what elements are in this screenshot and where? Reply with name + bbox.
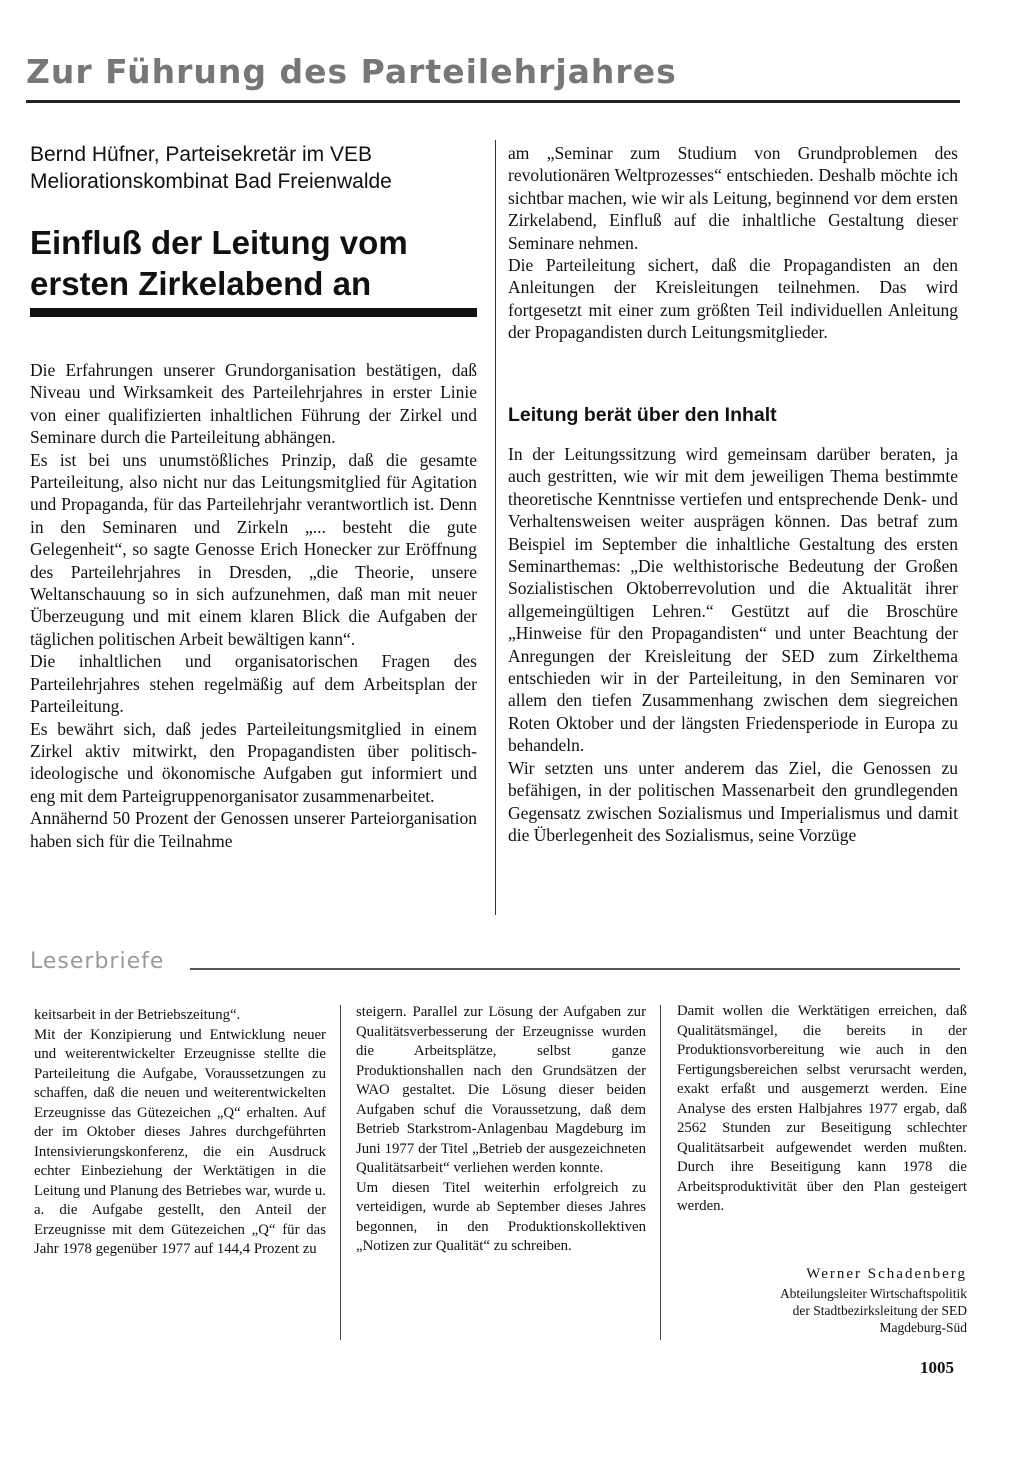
paragraph: Die inhaltlichen und organisatorischen Fragen des Parteilehrjahres stehen regelmäßig auf dem Arbeitsplan der Parteileitung. <box>30 651 477 717</box>
paragraph: am „Seminar zum Studium von Grundproblemen des revolutionären Weltprozesses“ entschieden. Deshalb möchte ich sichtbar machen, wie wir als Leitung, beginnend vor dem ersten Zirkelabend, Einfluß auf die inhaltliche Gestaltung dieser Seminare nehmen. <box>508 143 958 253</box>
signature-affiliation <box>677 1285 967 1336</box>
article-left-column <box>30 359 477 852</box>
article-right-column-bottom <box>508 443 958 846</box>
article-right-column-top <box>508 142 958 344</box>
author-line: Bernd Hüfner, Parteisekretär im VEB <box>30 143 372 166</box>
section-title: Zur Führung des Parteilehrjahres <box>26 52 677 91</box>
paragraph: Es bewährt sich, daß jedes Parteileitungsmitglied in einem Zirkel aktiv mitwirkt, den Propagandisten über politisch-ideologische und ökonomische Aufgaben gut informiert und eng mit dem Parteigruppenorganisator zusammenarbeitet. <box>30 718 477 806</box>
signature-line: Magdeburg-Süd <box>879 1320 967 1335</box>
letters-column-3 <box>677 1002 967 1217</box>
paragraph: keitsarbeit in der Betriebszeitung“. <box>34 1007 241 1023</box>
author-line: Meliorationskombinat Bad Freienwalde <box>30 170 392 193</box>
signature-line: der Stadtbezirksleitung der SED <box>792 1303 967 1318</box>
article-headline <box>30 222 480 304</box>
headline-line: Einfluß der Leitung vom <box>30 224 408 261</box>
article-subheading: Leitung berät über den Inhalt <box>508 404 777 426</box>
paragraph: steigern. Parallel zur Lösung der Aufgaben zur Qualitätsverbesserung der Erzeugnisse wurden die Arbeitsplätze, selbst ganze Produktionshallen nach den Grundsätzen der WAO gestaltet. Die Lösung dieser beiden Aufgaben schuf die Voraussetzung, daß dem Betrieb Starkstrom-Anlagenbau Magdeburg im Juni 1977 der Titel „Betrieb der ausgezeichneten Qualitätsarbeit“ verliehen werden konnte. <box>356 1004 646 1176</box>
signature-line: Abteilungsleiter Wirtschaftspolitik <box>779 1286 967 1301</box>
section-rule <box>26 100 960 103</box>
page-number: 1005 <box>920 1358 954 1377</box>
paragraph: Annähernd 50 Prozent der Genossen unserer Parteiorganisation haben sich für die Teilnahme <box>30 808 477 851</box>
headline-line: ersten Zirkelabend an <box>30 265 372 302</box>
column-divider <box>340 1005 341 1340</box>
letters-section-title: Leserbriefe <box>30 949 165 974</box>
paragraph: Die Erfahrungen unserer Grundorganisation bestätigen, daß Niveau und Wirksamkeit des Parteilehrjahres in erster Linie von einer qualifizierten inhaltlichen Führung der Zirkel und Seminare durch die Parteileitung abhängen. <box>30 360 477 448</box>
paragraph: Wir setzten uns unter anderem das Ziel, die Genossen zu befähigen, in der politischen Massenarbeit den grundlegenden Gegensatz zwischen Sozialismus und Imperialismus und damit die Überlegenheit des Sozialismus, seine Vorzüge <box>508 757 958 845</box>
paragraph: Damit wollen die Werktätigen erreichen, daß Qualitätsmängel, die bereits in der Produktionsvorbereitung wie auch in den Fertigungsbereichen selbst verursacht werden, exakt erfaßt und ausgemerzt werden. Eine Analyse des ersten Halbjahres 1977 ergab, daß 2562 Stunden zur Beseitigung schlechter Qualitätsarbeit aufgewendet werden mußten. Durch ihre Beseitigung kann 1978 die Arbeitsproduktivität über den Plan gesteigert werden. <box>677 1003 967 1214</box>
column-divider <box>495 140 496 915</box>
author-byline <box>30 141 480 195</box>
paragraph: Mit der Konzipierung und Entwicklung neuer und weiterentwickelter Erzeugnisse stellte die Parteileitung die Aufgabe, Voraussetzungen zu schaffen, daß die neuen und weiterentwickelten Erzeugnisse das Gütezeichen „Q“ erhalten. Auf der im Oktober dieses Jahres durchgeführten Intensivierungskonferenz, die ein Ausdruck echter Einbeziehung der Werktätigen in die Leitung und Planung des Betriebes war, wurde u. a. die Aufgabe gestellt, den Anteil der Erzeugnisse mit dem Gütezeichen „Q“ für das Jahr 1978 gegenüber 1977 auf 144,4 Prozent zu <box>34 1026 326 1257</box>
paragraph: Um diesen Titel weiterhin erfolgreich zu verteidigen, wurde ab September dieses Jahres begonnen, in den Produktionskollektiven „Notizen zur Qualität“ zu schreiben. <box>356 1179 646 1254</box>
paragraph: In der Leitungssitzung wird gemeinsam darüber beraten, ja auch gestritten, wie wir mit dem jeweiligen Thema bestimmte theoretische Kenntnisse vertiefen und entsprechende Denk- und Verhaltensweisen weiter ausprägen können. Das betraf zum Beispiel im September die inhaltliche Gestaltung des ersten Seminarthemas: „Die welthistorische Bedeutung der Großen Sozialistischen Oktoberrevolution und die Aktualität ihrer allgemeingültigen Lehren.“ Gestützt auf die Broschüre „Hinweise für den Propagandisten“ und unter Beachtung der Anregungen der Kreisleitung der SED zum Zirkelthema entschieden wir in der Parteileitung, in den Seminaren vor allem den tiefen Zusammenhang zwischen dem siegreichen Roten Oktober und der längsten Friedensperiode in Europa zu behandeln. <box>508 444 958 756</box>
column-divider <box>660 1005 661 1340</box>
paragraph: Es ist bei uns unumstößliches Prinzip, daß die gesamte Parteileitung, also nicht nur das Leitungsmitglied für Agitation und Propaganda, für das Parteilehrjahr verantwortlich ist. Denn in den Seminaren und Zirkeln „... besteht die gute Gelegenheit“, so sagte Genosse Erich Honecker zur Eröffnung des Parteilehrjahres in Dresden, „die Theorie, unsere Weltanschauung so in sich aufzunehmen, daß man mit neuer Überzeugung und mit einem klaren Blick die Aufgaben der täglichen politischen Arbeit bewältigen kann“. <box>30 449 477 649</box>
headline-rule <box>30 308 477 317</box>
signature-name: Werner Schadenberg <box>806 1266 967 1282</box>
paragraph: Die Parteileitung sichert, daß die Propagandisten an den Anleitungen der Kreisleitungen teilnehmen. Das wird fortgesetzt mit einer zum größten Teil individuellen Anleitung der Propagandisten durch Leitungsmitglieder. <box>508 255 958 343</box>
letters-column-2 <box>356 1003 646 1257</box>
letters-column-1 <box>34 1006 326 1260</box>
letters-rule <box>190 968 960 970</box>
